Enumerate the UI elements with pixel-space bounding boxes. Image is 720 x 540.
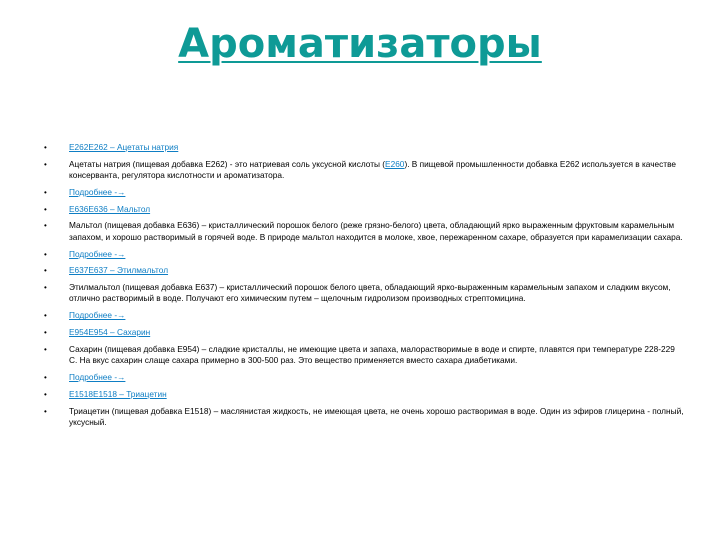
bullet-icon: • [44,159,47,169]
e1518-description: Триацетин (пищевая добавка E1518) – маслянистая жидкость, не имеющая цвета, не очень хорошо растворимая в воде. Один из эфиров глицерина - полный, уксусный. [69,405,684,427]
e262-description-text-end: ). В пищевой промышленности добавка E262 используется в качестве консерванта, регулятора кислотности и ароматизатора. [69,158,677,181]
page-title: Ароматизаторы [178,21,542,67]
bullet-icon: • [44,221,47,231]
e954-more-link[interactable]: Подробнее -→ [69,371,126,382]
bullet-icon: • [44,143,47,152]
list-item-e1518-description [44,406,684,429]
bullet-icon: • [44,406,47,416]
bullet-icon: • [44,372,47,382]
e636-heading-link[interactable]: E636E636 – Мальтол [69,203,151,214]
list-item-e262-description [44,159,684,182]
list-item-e636-heading [44,204,684,215]
bullet-icon: • [44,204,47,214]
list-item-e637-more [44,310,684,321]
list-item-e954-more [44,372,684,383]
list-item-e1518-heading [44,389,684,400]
list-item-e637-heading [44,265,684,276]
e636-more-link[interactable]: Подробнее -→ [69,248,126,259]
e1518-heading-link[interactable]: E1518E1518 – Триацетин [69,388,167,399]
bullet-icon: • [44,266,47,276]
list-item-e262-more [44,187,684,198]
e262-description [69,159,684,182]
list-item-e262-heading [44,142,684,153]
list-item-e636-description [44,220,684,243]
e954-description: Сахарин (пищевая добавка E954) – сладкие кристаллы, не имеющие цвета и запаха, малорастворимые в воде и спирте, плавятся при температуре 228-229 С. На вкус сахарин слаще сахара примерно в 300-500 раз. Это вещество применяется вместо сахара диабетиками. [69,343,675,366]
e260-link[interactable]: E260 [385,158,405,169]
bullet-icon: • [44,187,47,197]
e262-heading-link[interactable]: E262E262 – Ацетаты натрия [69,142,179,152]
bullet-icon: • [44,249,47,259]
bullet-icon: • [44,389,47,399]
bullet-icon: • [44,344,47,354]
e637-more-link[interactable]: Подробнее -→ [69,310,126,321]
bullet-icon: • [44,328,47,338]
e262-description-text-start: Ацетаты натрия (пищевая добавка E262) - это натриевая соль уксусной кислоты ( [69,158,386,169]
content-list [44,130,684,428]
e636-description: Мальтол (пищевая добавка E636) – кристаллический порошок белого (реже грязно-белого) цвета, обладающий ярко выраженным фруктовым карамельным запахом, и хорошо растворимый в горячей воде. В природе мальтол находится в молоке, хвое, пережаренном сахаре, образуется при карамелизации сахара. [69,220,683,242]
list-item-e636-more [44,249,684,260]
e262-more-link[interactable]: Подробнее -→ [69,186,126,197]
bullet-icon: • [44,311,47,321]
e637-heading-link[interactable]: E637E637 – Этилмальтол [69,265,169,276]
e637-description: Этилмальтол (пищевая добавка E637) – кристаллический порошок белого цвета, обладающий ярко-выраженным карамельным запахом и сладким вкусом, отлично растворимый в воде. Получают его химическим путем – щелочным гидролизом производных стрептомицина. [69,282,671,304]
e954-heading-link[interactable]: E954E954 – Сахарин [69,327,151,338]
list-item-e637-description [44,282,684,305]
list-item-e954-description [44,344,684,367]
bullet-icon: • [44,283,47,293]
list-item-e954-heading [44,327,684,338]
